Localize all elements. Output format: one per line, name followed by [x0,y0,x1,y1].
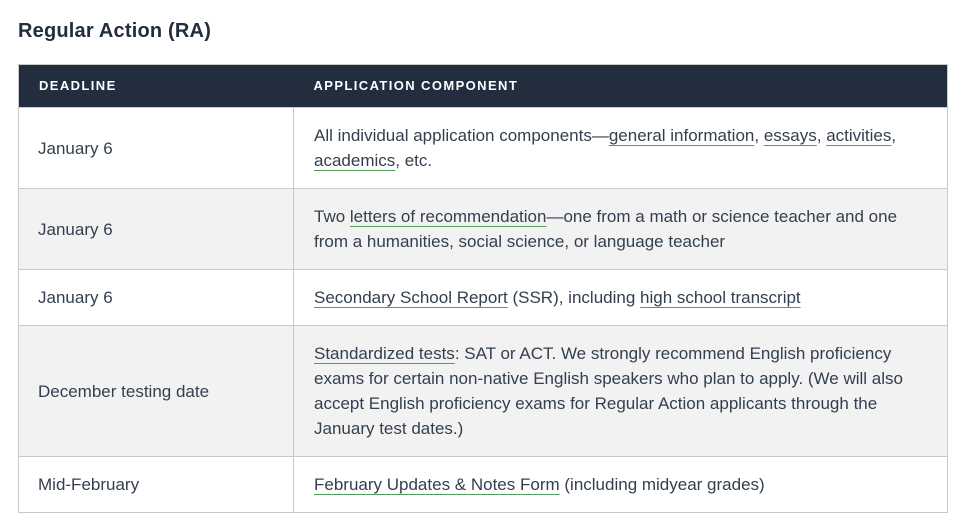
component-cell: February Updates & Notes Form (including midyear grades) [294,457,948,513]
component-link[interactable]: essays [763,126,817,145]
deadline-column-header: DEADLINE [19,65,294,108]
deadline-cell: January 6 [19,270,294,326]
component-link[interactable]: Standardized tests [314,344,455,363]
component-link[interactable]: high school transcript [640,288,801,307]
table-row [19,189,948,270]
component-link[interactable]: activities [826,126,892,145]
component-cell: All individual application components—general information, essays, activities, academics, etc. [294,108,948,189]
component-link[interactable]: general information [608,126,755,145]
component-column-header: APPLICATION COMPONENT [294,65,948,108]
deadline-cell: December testing date [19,326,294,457]
component-cell: Standardized tests: SAT or ACT. We strongly recommend English proficiency exams for certain non-native English speakers who plan to apply. (We will also accept English proficiency exams for Regular Action applicants through the January test dates.) [294,326,948,457]
table-row [19,270,948,326]
component-link[interactable]: February Updates & Notes Form [314,475,560,494]
table-row [19,108,948,189]
table-row [19,326,948,457]
table-body [19,108,948,513]
table-header-row [19,65,948,108]
table-row [19,457,948,513]
deadline-cell: January 6 [19,189,294,270]
component-link[interactable]: Secondary School Report [314,288,508,307]
component-cell: Secondary School Report (SSR), including high school transcript [294,270,948,326]
component-link[interactable]: letters of recommendation [349,207,547,226]
deadline-cell: January 6 [19,108,294,189]
component-cell: Two letters of recommendation—one from a math or science teacher and one from a humanities, social science, or language teacher [294,189,948,270]
component-link[interactable]: academics [314,151,396,170]
page-title: Regular Action (RA) [18,20,212,42]
deadlines-table [18,64,948,513]
deadline-cell: Mid-February [19,457,294,513]
